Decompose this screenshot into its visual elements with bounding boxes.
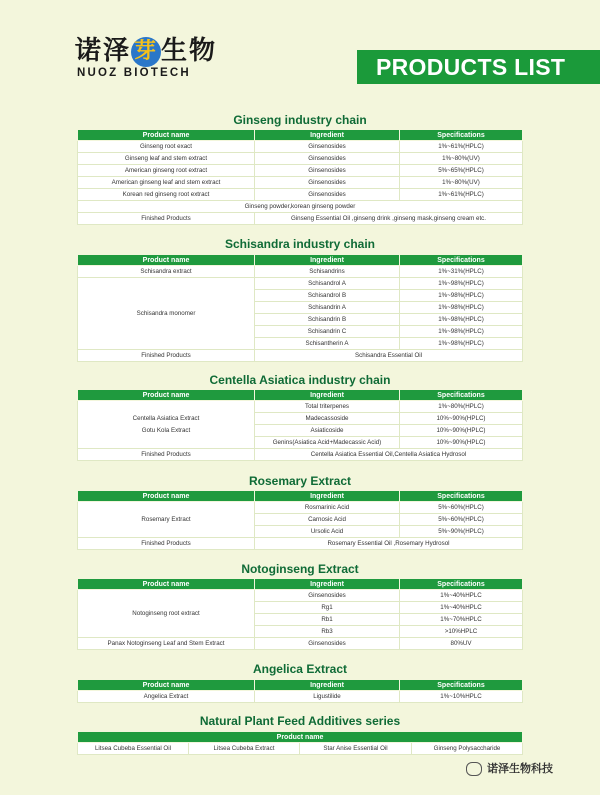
table-cell: Total triterpenes — [255, 401, 400, 413]
footer-text: 诺泽生物科技 — [487, 762, 553, 775]
table-angelica — [77, 679, 523, 703]
table-header — [78, 491, 523, 502]
table-cell: Rb1 — [255, 614, 400, 626]
column-header: Product name — [78, 390, 255, 401]
page-title: PRODUCTS LIST — [352, 50, 600, 84]
table-row — [78, 177, 523, 189]
table-cell: Schisandrin B — [255, 314, 400, 326]
table-cell: 1%~40%HPLC — [400, 590, 523, 602]
table-cell: 1%~98%(HPLC) — [400, 302, 523, 314]
table-cell: Ginseng powder,korean ginseng powder — [78, 201, 523, 213]
table-cell: Ginseng Essential Oil ,ginseng drink ,ginseng mask,ginseng cream etc. — [255, 213, 523, 225]
table-cell: American ginseng root extract — [78, 165, 255, 177]
table-ginseng — [77, 129, 523, 225]
table-cell: Ginsenosides — [255, 638, 400, 650]
column-header: Specifications — [400, 680, 523, 691]
section-title-centella: Centella Asiatica industry chain — [209, 373, 391, 387]
table-centella — [77, 389, 523, 461]
table-cell: Schisandrin C — [255, 326, 400, 338]
table-notoginseng — [77, 578, 523, 650]
table-row — [78, 201, 523, 213]
table-row — [78, 278, 523, 290]
brand-en: NUOZ BIOTECH — [77, 67, 191, 79]
table-row — [78, 141, 523, 153]
table-cell: Ursolic Acid — [255, 526, 400, 538]
table-cell: Rg1 — [255, 602, 400, 614]
column-header: Product name — [78, 680, 255, 691]
table-cell: 1%~98%(HPLC) — [400, 314, 523, 326]
table-cell: Litsea Cubeba Extract — [189, 743, 300, 755]
table-cell: >10%HPLC — [400, 626, 523, 638]
table-cell: 5%~65%(HPLC) — [400, 165, 523, 177]
section-title-feed: Natural Plant Feed Additives series — [199, 714, 401, 728]
sprout-logo-icon: 芽 — [131, 37, 161, 67]
table-row — [78, 691, 523, 703]
table-cell: Schisandra extract — [78, 266, 255, 278]
col-ingredient: Ingredient — [255, 130, 400, 141]
table-cell: Ginsenosides — [255, 177, 400, 189]
table-cell: Ginsenosides — [255, 153, 400, 165]
table-row — [78, 449, 523, 461]
table-cell: 5%~90%(HPLC) — [400, 526, 523, 538]
table-cell: Finished Products — [78, 350, 255, 362]
table-cell: Finished Products — [78, 538, 255, 550]
column-header: Ingredient — [255, 579, 400, 590]
table-cell: Ginseng root exact — [78, 141, 255, 153]
table-cell: Finished Products — [78, 213, 255, 225]
table-cell: Korean red ginseng root extract — [78, 189, 255, 201]
column-header: Ingredient — [255, 680, 400, 691]
table-cell: Centella Asiatica Extract Gotu Kola Extract — [78, 401, 255, 449]
table-cell: 1%~10%HPLC — [400, 691, 523, 703]
brand-logo — [75, 30, 225, 85]
table-cell: Schisandrin A — [255, 302, 400, 314]
column-header: Specifications — [400, 390, 523, 401]
table-header — [78, 732, 523, 743]
table-cell: Schisandrins — [255, 266, 400, 278]
table-cell: Litsea Cubeba Essential Oil — [78, 743, 189, 755]
table-cell: Rosemary Essential Oil ,Rosemary Hydrosol — [255, 538, 523, 550]
table-cell: Rosemary Extract — [78, 502, 255, 538]
section-title-angelica: Angelica Extract — [252, 662, 348, 676]
table-cell: 1%~80%(UV) — [400, 153, 523, 165]
table-cell: Ginsenosides — [255, 189, 400, 201]
table-row — [78, 350, 523, 362]
table-cell: Angelica Extract — [78, 691, 255, 703]
table-cell: 1%~98%(HPLC) — [400, 278, 523, 290]
table-cell: American ginseng leaf and stem extract — [78, 177, 255, 189]
brand-cn: 诺泽 芽 生物 — [75, 36, 218, 66]
table-row — [78, 165, 523, 177]
table-cell: Rb3 — [255, 626, 400, 638]
section-title-notoginseng: Notoginseng Extract — [241, 562, 359, 576]
table-cell: 5%~60%(HPLC) — [400, 502, 523, 514]
table-cell: Schisandra monomer — [78, 278, 255, 350]
column-header: Ingredient — [255, 390, 400, 401]
table-row — [78, 153, 523, 165]
header — [0, 0, 600, 100]
table-cell: Schisandra Essential Oil — [255, 350, 523, 362]
table-header — [78, 579, 523, 590]
table-cell: 10%~90%(HPLC) — [400, 437, 523, 449]
col-spec: Specifications — [400, 130, 523, 141]
table-cell: Ginsenosides — [255, 590, 400, 602]
table-row — [78, 189, 523, 201]
table-cell: 1%~40%HPLC — [400, 602, 523, 614]
table-row — [78, 743, 523, 755]
table-cell: 10%~90%(HPLC) — [400, 425, 523, 437]
table-cell: 1%~70%HPLC — [400, 614, 523, 626]
table-header — [78, 680, 523, 691]
column-header: Specifications — [400, 491, 523, 502]
table-cell: Schisandrol B — [255, 290, 400, 302]
col-name: Product name — [78, 130, 255, 141]
table-cell: Carnosic Acid — [255, 514, 400, 526]
column-header: Specifications — [400, 579, 523, 590]
table-cell: 5%~60%(HPLC) — [400, 514, 523, 526]
table-row — [78, 266, 523, 278]
table-cell: Ginseng Polysaccharide — [412, 743, 523, 755]
table-cell: Star Anise Essential Oil — [300, 743, 412, 755]
wechat-icon — [466, 762, 482, 776]
section-title-rosemary: Rosemary Extract — [248, 474, 352, 488]
column-header: Product name — [78, 491, 255, 502]
table-cell: Asiaticoside — [255, 425, 400, 437]
table-cell: 1%~61%(HPLC) — [400, 141, 523, 153]
table-header — [78, 255, 523, 266]
column-header: Ingredient — [255, 491, 400, 502]
table-cell: Ginseng leaf and stem extract — [78, 153, 255, 165]
table-header — [78, 390, 523, 401]
table-cell: 1%~31%(HPLC) — [400, 266, 523, 278]
table-cell: Genins(Asiatica Acid+Madecassic Acid) — [255, 437, 400, 449]
table-cell: Finished Products — [78, 449, 255, 461]
column-header: Specifications — [400, 255, 523, 266]
column-header: Product name — [78, 255, 255, 266]
table-cell: 80%UV — [400, 638, 523, 650]
table-cell: Schisantherin A — [255, 338, 400, 350]
section-title-schisandra: Schisandra industry chain — [224, 237, 376, 251]
column-header: Product name — [78, 732, 523, 743]
table-cell: Schisandrol A — [255, 278, 400, 290]
table-row — [78, 502, 523, 514]
column-header: Product name — [78, 579, 255, 590]
table-rosemary — [77, 490, 523, 550]
table-cell: Centella Asiatica Essential Oil,Centella Asiatica Hydrosol — [255, 449, 523, 461]
footer-account — [466, 760, 553, 776]
table-row — [78, 213, 523, 225]
table-cell: Ginsenosides — [255, 165, 400, 177]
table-cell: Rosmarinic Acid — [255, 502, 400, 514]
table-header — [78, 130, 523, 141]
table-cell: 1%~98%(HPLC) — [400, 290, 523, 302]
table-cell: 1%~98%(HPLC) — [400, 338, 523, 350]
table-row — [78, 638, 523, 650]
table-cell: Ligustilide — [255, 691, 400, 703]
table-cell: Panax Notoginseng Leaf and Stem Extract — [78, 638, 255, 650]
table-feed — [77, 731, 523, 755]
section-title-ginseng: Ginseng industry chain — [233, 113, 367, 127]
table-schisandra — [77, 254, 523, 362]
table-row — [78, 538, 523, 550]
table-row — [78, 590, 523, 602]
column-header: Ingredient — [255, 255, 400, 266]
table-cell: 1%~80%(UV) — [400, 177, 523, 189]
table-cell: 10%~90%(HPLC) — [400, 413, 523, 425]
table-cell: 1%~61%(HPLC) — [400, 189, 523, 201]
table-row — [78, 401, 523, 413]
table-cell: Notoginseng root extract — [78, 590, 255, 638]
table-cell: 1%~98%(HPLC) — [400, 326, 523, 338]
table-cell: 1%~80%(HPLC) — [400, 401, 523, 413]
table-cell: Madecassoside — [255, 413, 400, 425]
table-cell: Ginsenosides — [255, 141, 400, 153]
